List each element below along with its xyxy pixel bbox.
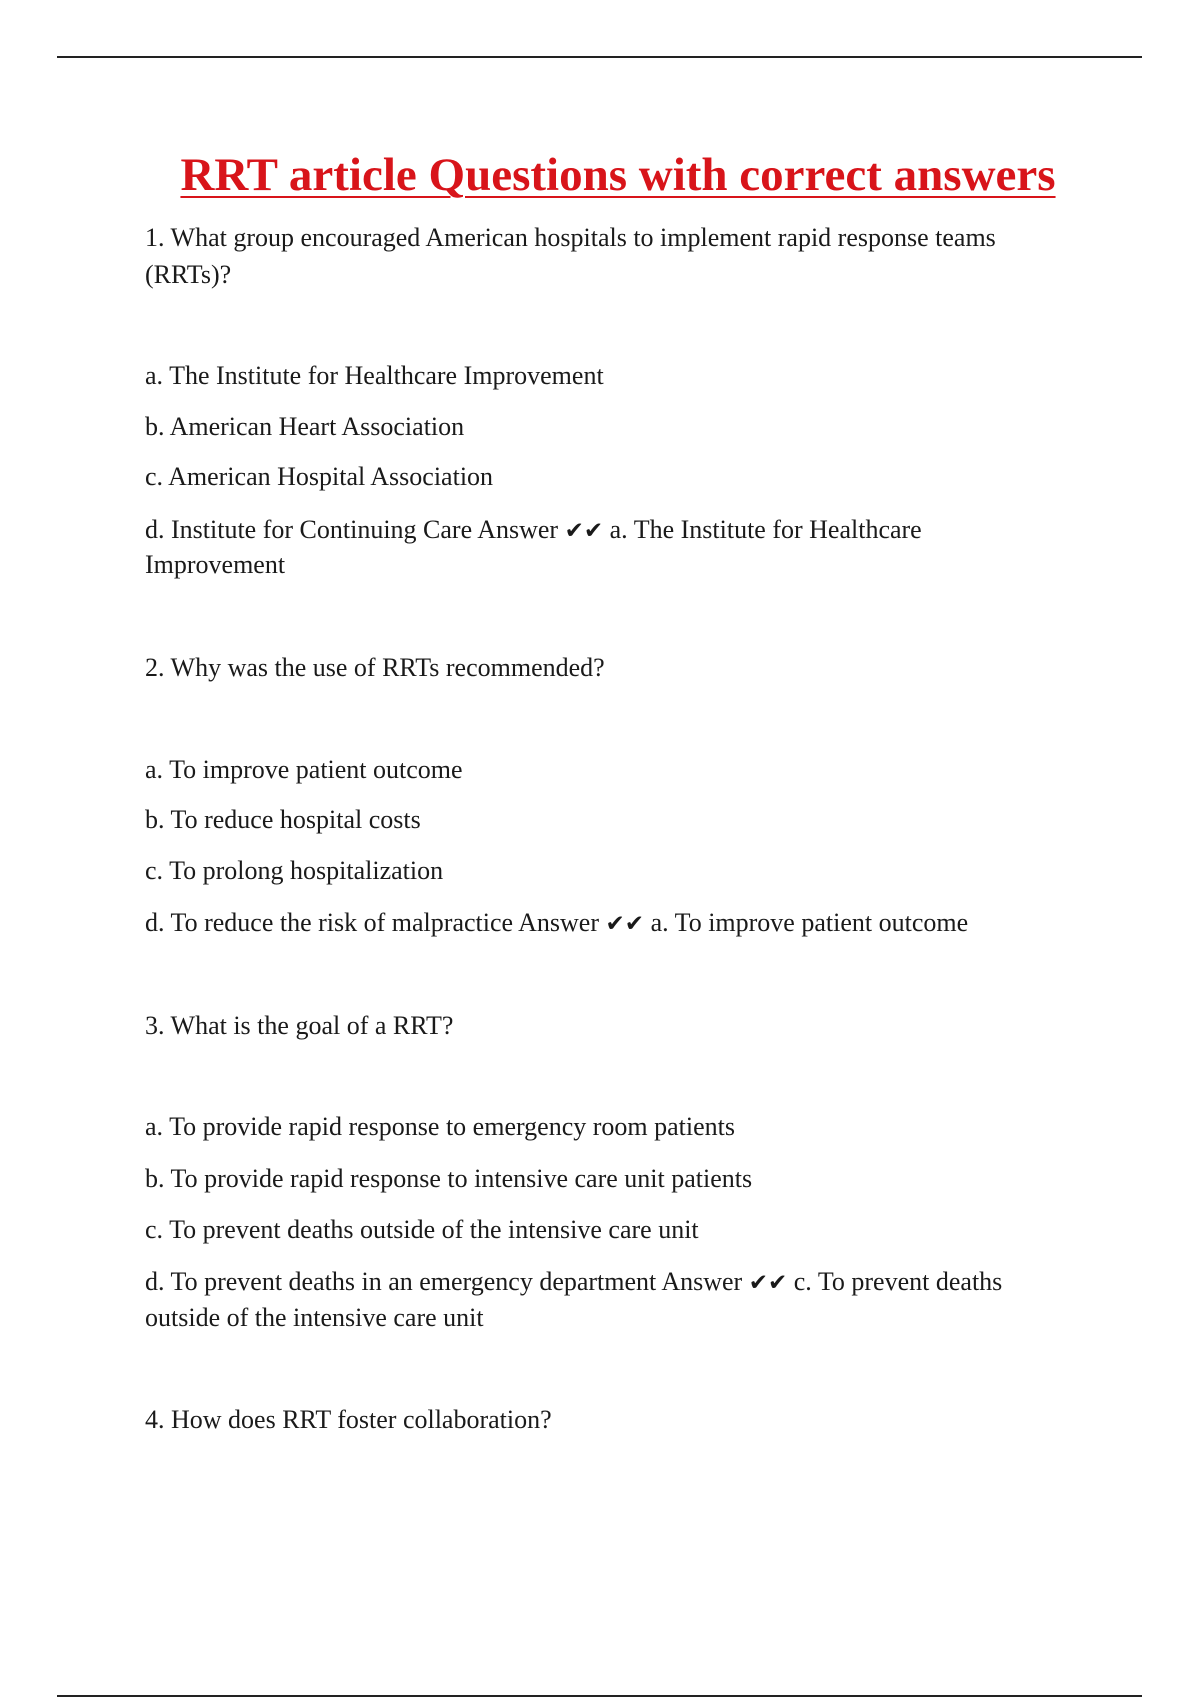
question-3-text: 3. What is the goal of a RRT? [145,1011,454,1040]
checkmark-icon: ✔✔ [564,518,604,544]
question-3-option-d: d. To prevent deaths in an emergency department [145,1267,657,1296]
question-1-option-a: a. The Institute for Healthcare Improvement [145,361,604,390]
question-1-option-c: c. American Hospital Association [145,462,494,491]
question-2-option-a: a. To improve patient outcome [145,755,463,784]
question-1-answer: a. The Institute for Healthcare [609,515,922,544]
page-title: RRT article Questions with correct answers [180,149,1056,201]
question-4-text: 4. How does RRT foster collaboration? [145,1405,552,1434]
question-3-option-b: b. To provide rapid response to intensive care unit patients [145,1164,753,1193]
question-3-option-c: c. To prevent deaths outside of the intensive care unit [145,1215,699,1244]
question-3-option-d-with-answer [145,1264,1002,1301]
question-3-option-a: a. To provide rapid response to emergency room patients [145,1112,736,1141]
question-2-option-c: c. To prolong hospitalization [145,856,444,885]
question-1-answer-continued: Improvement [145,550,286,579]
top-rule [57,56,1142,58]
question-1-text: 1. What group encouraged American hospitals to implement rapid response teams [145,223,996,252]
question-1-option-b: b. American Heart Association [145,412,465,441]
question-3-answer: c. To prevent deaths [793,1267,1003,1296]
answer-label: Answer [661,1267,743,1296]
question-2-option-d: d. To reduce the risk of malpractice [145,908,514,937]
question-2-option-d-with-answer [145,905,968,942]
checkmark-icon: ✔✔ [605,911,645,937]
checkmark-icon: ✔✔ [748,1270,788,1296]
answer-label: Answer [518,908,600,937]
question-1-option-d: d. Institute for Continuing Care [145,515,473,544]
question-2-option-b: b. To reduce hospital costs [145,805,421,834]
bottom-rule [57,1695,1142,1697]
question-1-option-d-with-answer [145,512,922,549]
question-2-text: 2. Why was the use of RRTs recommended? [145,653,605,682]
question-2-answer: a. To improve patient outcome [650,908,969,937]
question-3-answer-continued: outside of the intensive care unit [145,1303,484,1332]
question-1-text-continued: (RRTs)? [145,260,232,289]
answer-label: Answer [477,515,559,544]
